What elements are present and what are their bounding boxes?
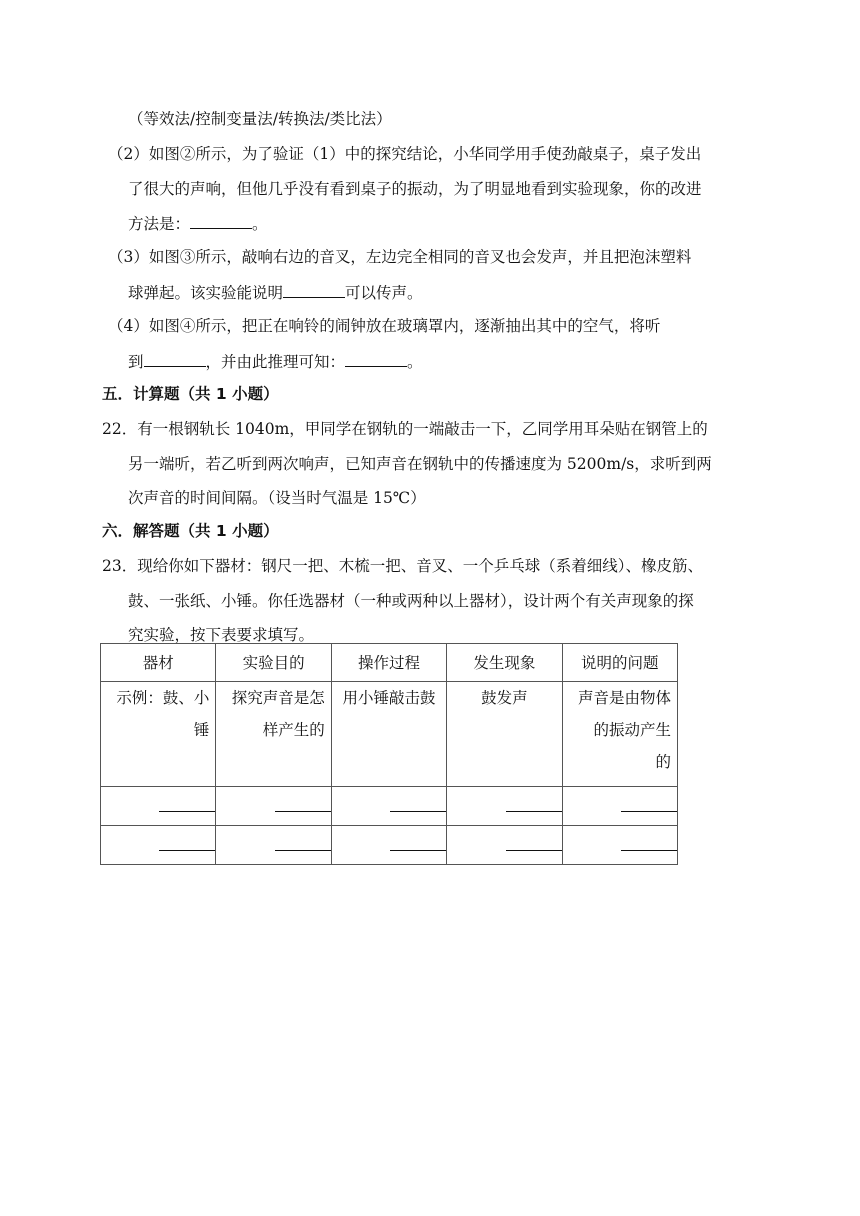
table-cell [447,682,562,787]
text-line: （2）如图②所示，为了验证（1）中的探究结论，小华同学用手使劲敲桌子，桌子发出 [108,145,702,163]
section-heading: 六．解答题（共 1 小题） [102,522,279,540]
text: 。 [252,215,268,233]
table-cell [562,787,677,826]
answer-blank [283,281,345,298]
cell-text: 示例：鼓、小 [116,689,210,707]
header-cell: 操作过程 [331,644,446,682]
table-cell [101,682,216,787]
header-cell: 实验目的 [216,644,331,682]
table-header-row [101,644,678,682]
text-line: （等效法/控制变量法/转换法/类比法） [128,110,392,128]
table-cell [447,787,562,826]
text-line: （3）如图③所示，敲响右边的音叉，左边完全相同的音叉也会发声，并且把泡沫塑料 [108,248,692,266]
table-cell [562,682,677,787]
text-line: 了很大的声响，但他几乎没有看到桌子的振动，为了明显地看到实验现象，你的改进 [128,180,702,198]
cell-text: 的振动产生 [593,721,671,739]
experiment-table [100,643,678,865]
table-cell [447,826,562,865]
table-row [101,682,678,787]
text-line [128,212,268,235]
table-cell [331,826,446,865]
answer-blank [390,811,446,812]
text: 方法是： [128,215,191,233]
answer-blank [275,811,331,812]
text-line: 另一端听，若乙听到两次响声，已知声音在钢轨中的传播速度为 5200m/s，求听到两 [128,455,712,473]
answer-blank [506,811,562,812]
header-cell: 器材 [101,644,216,682]
table-cell [331,787,446,826]
cell-text: 的 [655,753,671,771]
text: ，并由此推理可知： [205,353,346,371]
answer-blank [621,850,677,851]
cell-text: 声音是由物体 [577,689,671,707]
header-cell: 发生现象 [447,644,562,682]
cell-text: 用小锤敲击鼓 [342,689,436,707]
text: 可以传声。 [345,284,423,302]
answer-blank [506,850,562,851]
answer-blank [345,350,407,367]
cell-text: 样产生的 [262,721,325,739]
answer-blank [159,850,215,851]
text-line [128,281,423,304]
table-cell [101,826,216,865]
answer-blank [144,350,206,367]
section-heading: 五．计算题（共 1 小题） [102,385,279,403]
text-line: 22．有一根钢轨长 1040m，甲同学在钢轨的一端敲击一下，乙同学用耳朵贴在钢管上的 [102,420,708,438]
cell-text: 锤 [193,721,210,739]
text: 到 [128,353,144,371]
text-line: 鼓、一张纸、小锤。你任选器材（一种或两种以上器材），设计两个有关声现象的探 [128,592,694,610]
answer-blank [390,850,446,851]
text-line [128,350,423,373]
text: 球弹起。该实验能说明 [128,284,284,302]
text-line: （4）如图④所示，把正在响铃的闹钟放在玻璃罩内，逐渐抽出其中的空气，将听 [108,317,661,335]
table-cell [331,682,446,787]
table-cell [101,787,216,826]
answer-blank [159,811,215,812]
answer-blank [275,850,331,851]
table-row [101,826,678,865]
cell-text: 探究声音是怎 [231,689,325,707]
text-line: 次声音的时间间隔。（设当时气温是 15℃） [128,489,426,507]
cell-text: 鼓发声 [481,689,528,707]
header-cell: 说明的问题 [562,644,677,682]
table-row [101,787,678,826]
table-cell [562,826,677,865]
text: 。 [407,353,423,371]
text-line: 23．现给你如下器材：钢尺一把、木梳一把、音叉、一个乒乓球（系着细线）、橡皮筋、 [102,557,703,575]
answer-blank [621,811,677,812]
table-cell [216,826,331,865]
table-cell [216,787,331,826]
table-cell [216,682,331,787]
text-line: 究实验，按下表要求填写。 [128,626,315,644]
answer-blank [190,212,252,229]
